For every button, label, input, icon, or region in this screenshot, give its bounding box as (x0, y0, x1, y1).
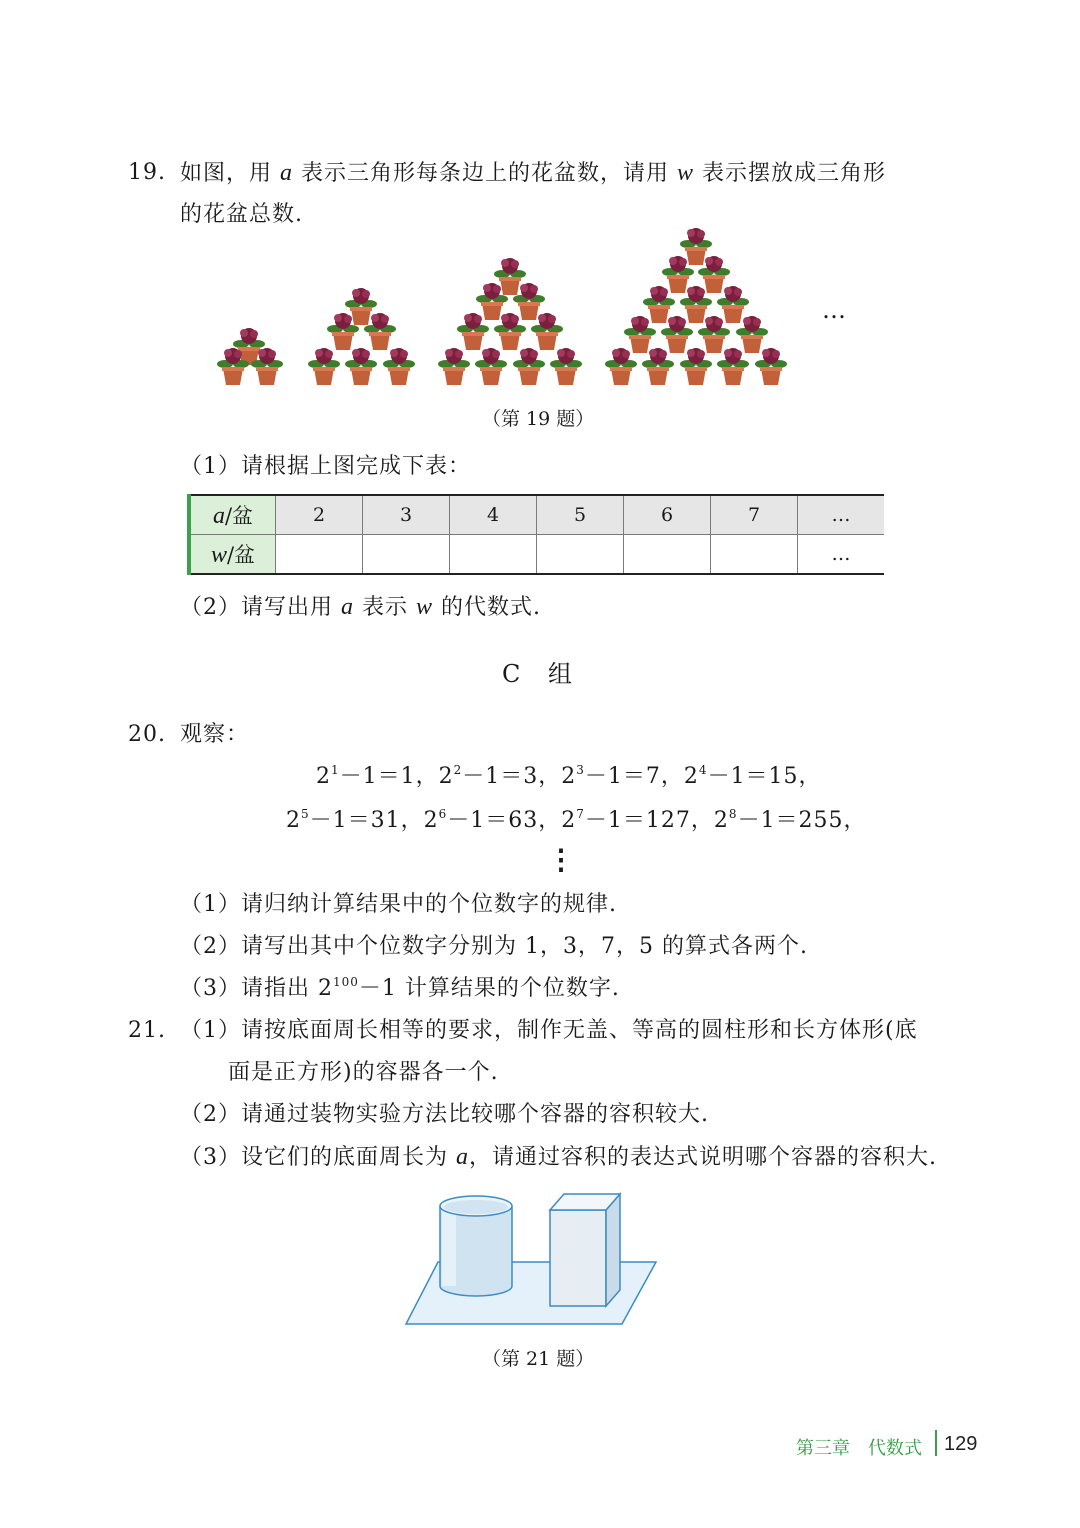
formula: $2^1-1=1$， (316, 763, 439, 789)
q19-part2-post: 的代数式. (441, 595, 542, 620)
q20-part1: （1）请归纳计算结果中的个位数字的规律. (180, 892, 617, 917)
q19-caption: （第 19 题） (482, 408, 595, 430)
q20-part3-exp: 100 (333, 975, 359, 989)
table-cell-empty[interactable] (537, 535, 624, 575)
q20-vdots: ⋮ (547, 843, 575, 876)
table-cell: 4 (450, 495, 537, 535)
chapter-footer: 第三章 代数式 (796, 1438, 922, 1458)
q21-part3-a: a (456, 1144, 469, 1170)
formula: $2^8-1=255$， (713, 807, 867, 833)
table-cell: 5 (537, 495, 624, 535)
formula: $2^3-1=7$， (561, 763, 684, 789)
table-cell-empty[interactable] (624, 535, 711, 575)
triangle-a4 (438, 258, 582, 385)
q19-text-post: 表示摆放成三角形 (702, 161, 887, 186)
table-cell: 6 (624, 495, 711, 535)
q19-text-line2: 的花盆总数. (180, 202, 303, 227)
table-head-w (189, 535, 276, 575)
q19-part2-a: a (341, 594, 354, 620)
table-cell: 3 (363, 495, 450, 535)
table-cell-empty[interactable] (363, 535, 450, 575)
table-cell-empty[interactable] (711, 535, 798, 575)
table-head-w-var: w (210, 542, 227, 568)
q19-text-pre: 如图，用 (180, 161, 273, 186)
q20-number: 20. (128, 722, 166, 747)
figure-ellipsis: … (822, 296, 846, 324)
q21-caption: （第 21 题） (482, 1348, 595, 1370)
q21-part1-line2: 面是正方形)的容器各一个. (228, 1060, 499, 1085)
triangle-a3 (308, 288, 415, 385)
formula: $2^7-1=127$， (561, 807, 714, 833)
formula: $2^5-1=31$， (286, 807, 424, 833)
q21-part3-pre: （3）设它们的底面周长为 (180, 1145, 448, 1170)
formula: $2^4-1=15$， (683, 763, 822, 789)
q20-title: 观察： (180, 722, 250, 747)
q21-part3 (180, 1142, 937, 1173)
q20-part3-post: －1 计算结果的个位数字. (358, 976, 620, 1001)
table-head-a (189, 495, 276, 535)
q20-formula-row2 (286, 806, 867, 836)
q20-part3 (180, 974, 620, 1004)
table-cell: … (798, 495, 885, 535)
footer-divider (935, 1430, 937, 1456)
q19-var-a: a (280, 160, 294, 186)
q20-part2: （2）请写出其中个位数字分别为 1，3，7，5 的算式各两个. (180, 934, 808, 959)
flowerpot-triangles-figure (200, 228, 840, 398)
table-head-a-var: a (212, 503, 225, 529)
q19-part1: （1）请根据上图完成下表： (180, 454, 471, 479)
q21-part2: （2）请通过装物实验方法比较哪个容器的容积较大. (180, 1102, 709, 1127)
q19-var-w: w (677, 160, 695, 186)
box-container (550, 1194, 620, 1306)
table-head-w-unit: /盆 (226, 543, 256, 567)
table-cell: 2 (276, 495, 363, 535)
q21-number: 21. (128, 1018, 166, 1043)
table-row-w (189, 535, 884, 575)
triangle-a2 (217, 328, 283, 385)
q19-number: 19. (128, 160, 166, 185)
page-number: 129 (944, 1433, 978, 1455)
q19-part2-w: w (416, 594, 434, 620)
q19-text-line1 (180, 158, 886, 189)
q21-part1-line1: （1）请按底面周长相等的要求，制作无盖、等高的圆柱形和长方体形(底 (180, 1018, 918, 1043)
q19-text-mid: 表示三角形每条边上的花盆数，请用 (301, 161, 670, 186)
table-cell: 7 (711, 495, 798, 535)
q19-table (187, 494, 884, 575)
formula: $2^2-1=3$， (438, 763, 562, 789)
table-cell: … (798, 535, 885, 575)
table-cell-empty[interactable] (276, 535, 363, 575)
table-head-a-unit: /盆 (224, 504, 254, 528)
table-row-a (189, 495, 884, 535)
containers-figure (400, 1186, 664, 1332)
q19-part2-mid: 表示 (362, 595, 409, 620)
formula: $2^6-1=63$， (423, 807, 562, 833)
section-title: C 组 (502, 660, 582, 688)
triangle-a5 (605, 228, 787, 385)
q19-part2 (180, 592, 541, 623)
q21-part3-post: ，请通过容积的表达式说明哪个容器的容积大. (469, 1145, 937, 1170)
cylinder-container (440, 1196, 512, 1296)
q19-part2-pre: （2）请写出用 (180, 595, 333, 620)
q20-part3-pre: （3）请指出 2 (180, 976, 333, 1001)
q20-formula-row1 (316, 762, 822, 792)
table-cell-empty[interactable] (450, 535, 537, 575)
